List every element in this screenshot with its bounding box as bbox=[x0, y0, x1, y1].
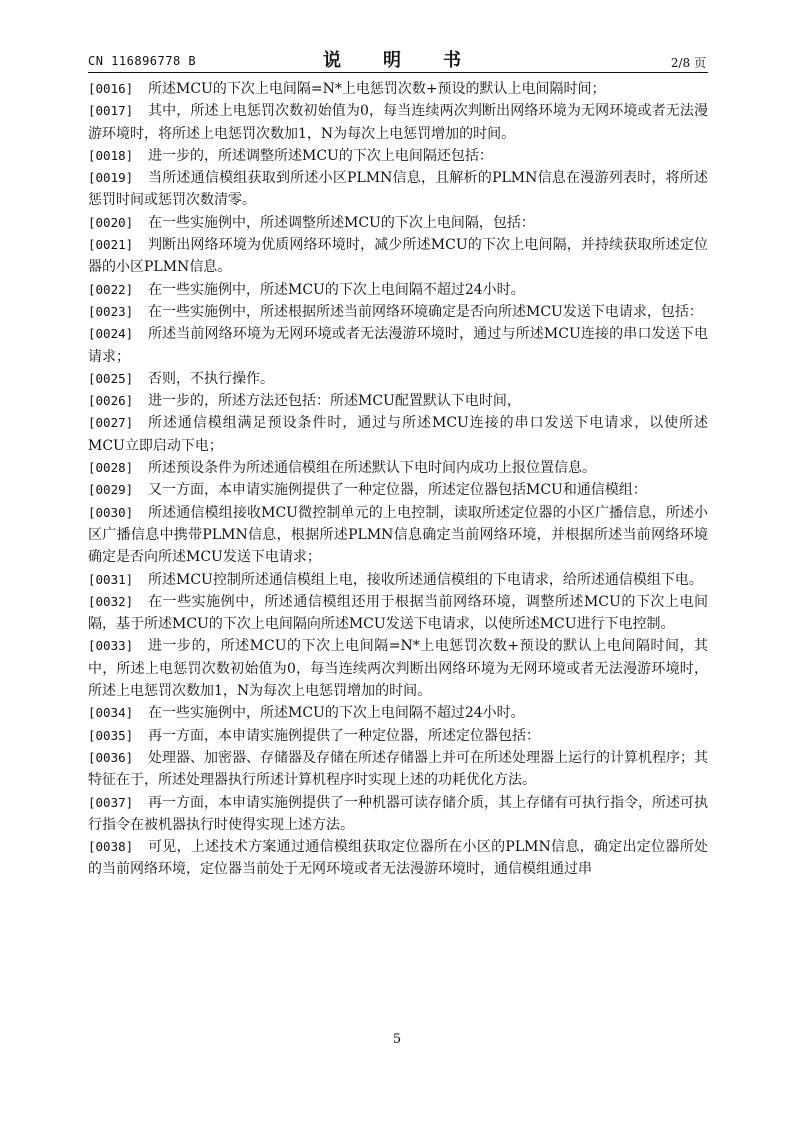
paragraph-number: [0032] bbox=[88, 593, 134, 609]
paragraph-text: 在一些实施例中，所述通信模组还用于根据当前网络环境，调整所述MCU的下次上电间隔，基于所述MCU的下次上电间隔向所述MCU发送下电请求，以使所述MCU进行下电控制。 bbox=[88, 593, 708, 633]
paragraph bbox=[88, 368, 708, 390]
paragraph bbox=[88, 479, 708, 501]
paragraph-number: [0021] bbox=[88, 237, 134, 253]
paragraph bbox=[88, 301, 708, 323]
paragraph-number: [0016] bbox=[88, 81, 134, 96]
paragraph-text: 又一方面，本申请实施例提供了一种定位器，所述定位器包括MCU和通信模组： bbox=[148, 482, 647, 499]
paragraph-text: 当所述通信模组获取到所述小区PLMN信息，且解析的PLMN信息在漫游列表时，将所述惩罚时间或惩罚次数清零。 bbox=[88, 170, 708, 209]
paragraph bbox=[88, 502, 708, 569]
paragraph bbox=[88, 635, 708, 702]
header-rule bbox=[88, 72, 708, 73]
paragraph-text: 所述通信模组接收MCU微控制单元的上电控制，读取所述定位器的小区广播信息，所述小区广播信息中携带PLMN信息，根据所述PLMN信息确定当前网络环境，并根据所述当前网络环境确定是否向所述MCU发送下电请求； bbox=[88, 504, 708, 566]
paragraph bbox=[88, 457, 708, 479]
paragraph-text: 进一步的，所述方法还包括：所述MCU配置默认下电时间， bbox=[148, 393, 521, 410]
paragraph-text: 在一些实施例中，所述MCU的下次上电间隔不超过24小时。 bbox=[148, 281, 525, 298]
document-title: 说 明 书 bbox=[323, 50, 473, 71]
paragraph bbox=[88, 390, 708, 412]
paragraph bbox=[88, 323, 708, 368]
paragraph-number: [0030] bbox=[88, 504, 134, 520]
paragraph-text: 所述MCU的下次上电间隔=N*上电惩罚次数+预设的默认上电间隔时间； bbox=[148, 81, 606, 97]
paragraph-number: [0025] bbox=[88, 370, 134, 386]
paragraph-text: 再一方面，本申请实施例提供了一种定位器，所述定位器包括： bbox=[148, 727, 540, 744]
paragraph-text: 所述通信模组满足预设条件时，通过与所述MCU连接的串口发送下电请求，以使所述MCU立即启动下电； bbox=[88, 415, 708, 454]
paragraph-text: 在一些实施例中，所述MCU的下次上电间隔不超过24小时。 bbox=[148, 705, 525, 722]
paragraph-text: 否则，不执行操作。 bbox=[148, 370, 274, 387]
paragraph-number: [0031] bbox=[88, 571, 134, 587]
paragraph-number: [0035] bbox=[88, 727, 134, 743]
paragraph-number: [0037] bbox=[88, 794, 134, 810]
paragraph bbox=[88, 145, 708, 167]
paragraph-text: 可见，上述技术方案通过通信模组获取定位器所在小区的PLMN信息，确定出定位器所处的当前网络环境，定位器当前处于无网环境或者无法漫游环境时，通信模组通过串 bbox=[88, 839, 708, 878]
paragraph bbox=[88, 412, 708, 457]
paragraph bbox=[88, 747, 708, 792]
paragraph bbox=[88, 100, 708, 145]
paragraph-number: [0019] bbox=[88, 170, 134, 186]
paragraph-text: 所述MCU控制所述通信模组上电，接收所述通信模组的下电请求，给所述通信模组下电。 bbox=[148, 571, 703, 588]
paragraph-text: 所述当前网络环境为无网环境或者无法漫游环境时，通过与所述MCU连接的串口发送下电请求； bbox=[88, 326, 708, 365]
paragraph-number: [0034] bbox=[88, 705, 134, 721]
paragraph-number: [0029] bbox=[88, 482, 134, 498]
paragraph-number: [0028] bbox=[88, 460, 134, 476]
paragraph bbox=[88, 234, 708, 279]
paragraph-text: 进一步的，所述调整所述MCU的下次上电间隔还包括： bbox=[148, 147, 493, 164]
paragraph bbox=[88, 279, 708, 301]
paragraph bbox=[88, 167, 708, 212]
page-count: 2/8 页 bbox=[670, 56, 706, 70]
paragraph-text: 在一些实施例中，所述调整所述MCU的下次上电间隔，包括： bbox=[148, 214, 535, 231]
paragraph-number: [0023] bbox=[88, 303, 134, 319]
paragraph bbox=[88, 212, 708, 234]
paragraph-text: 其中，所述上电惩罚次数初始值为0，每当连续两次判断出网络环境为无网环境或者无法漫游环境时，将所述上电惩罚次数加1，N为每次上电惩罚增加的时间。 bbox=[88, 103, 708, 142]
document-body bbox=[88, 78, 708, 881]
paragraph-text: 所述预设条件为所述通信模组在所述默认下电时间内成功上报位置信息。 bbox=[148, 460, 596, 477]
paragraph-number: [0024] bbox=[88, 326, 134, 342]
paragraph bbox=[88, 591, 708, 636]
paragraph-text: 在一些实施例中，所述根据所述当前网络环境确定是否向所述MCU发送下电请求，包括： bbox=[148, 303, 703, 320]
page-number: 5 bbox=[392, 1032, 402, 1047]
paragraph-number: [0033] bbox=[88, 638, 134, 654]
paragraph-number: [0026] bbox=[88, 393, 134, 409]
paragraph-number: [0020] bbox=[88, 214, 134, 230]
paragraph bbox=[88, 836, 708, 881]
paragraph-number: [0017] bbox=[88, 103, 134, 119]
paragraph-number: [0018] bbox=[88, 147, 134, 163]
paragraph-text: 处理器、加密器、存储器及存储在所述存储器上并可在所述处理器上运行的计算机程序；其特征在于，所述处理器执行所述计算机程序时实现上述的功耗优化方法。 bbox=[88, 749, 708, 789]
paragraph bbox=[88, 792, 708, 837]
paragraph-text: 判断出网络环境为优质网络环境时，减少所述MCU的下次上电间隔，并持续获取所述定位器的小区PLMN信息。 bbox=[88, 237, 708, 276]
page-header bbox=[88, 46, 708, 70]
paragraph-number: [0036] bbox=[88, 749, 134, 765]
paragraph bbox=[88, 569, 708, 591]
paragraph-number: [0022] bbox=[88, 281, 134, 297]
publication-number: CN 116896778 B bbox=[88, 54, 197, 68]
paragraph bbox=[88, 725, 708, 747]
paragraph-text: 再一方面，本申请实施例提供了一种机器可读存储介质，其上存储有可执行指令，所述可执行指令在被机器执行时使得实现上述方法。 bbox=[88, 794, 708, 833]
paragraph-text: 进一步的，所述MCU的下次上电间隔=N*上电惩罚次数+预设的默认上电间隔时间，其中，所述上电惩罚次数初始值为0，每当连续两次判断出网络环境为无网环境或者无法漫游环境时，所述上电惩罚次数加1，N为每次上电惩罚增加的时间。 bbox=[88, 638, 708, 700]
paragraph-number: [0027] bbox=[88, 415, 134, 431]
paragraph bbox=[88, 702, 708, 724]
paragraph-number: [0038] bbox=[88, 839, 134, 855]
paragraph bbox=[88, 78, 708, 100]
